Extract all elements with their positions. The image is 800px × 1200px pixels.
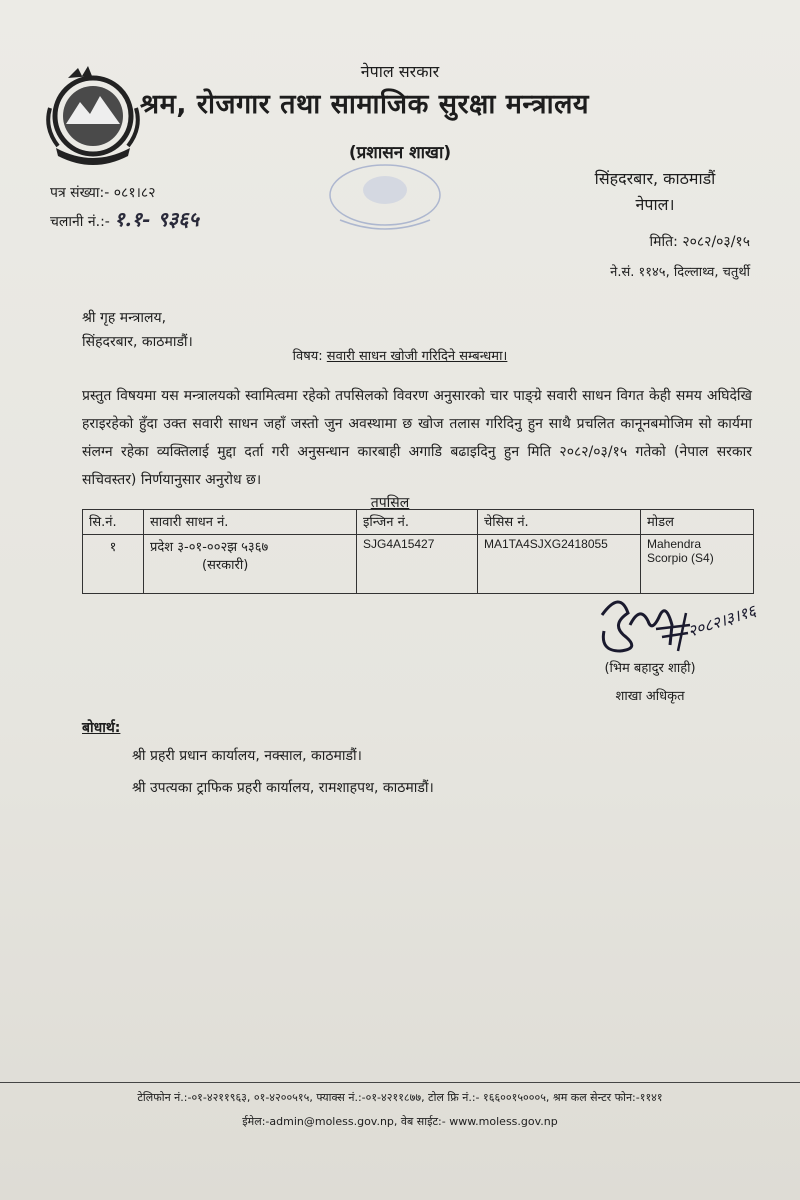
dispatch-no: १.१- ९३६५ xyxy=(114,207,199,231)
vehicle-details-table xyxy=(82,509,754,594)
handwritten-signature-icon xyxy=(590,585,790,665)
branch-name: (प्रशासन शाखा) xyxy=(348,143,452,163)
header-chassis-no: चेसिस नं. xyxy=(478,510,641,535)
list-item: श्री उपत्यका ट्राफिक प्रहरी कार्यालय, रामशाहपथ, काठमाडौं। xyxy=(132,780,434,796)
header-vehicle-no: सावारी साधन नं. xyxy=(144,510,357,535)
list-item: श्री प्रहरी प्रधान कार्यालय, नक्साल, काठमाडौं। xyxy=(132,748,362,764)
letter-no-label: पत्र संख्या:- xyxy=(50,185,110,201)
government-name: नेपाल सरकार xyxy=(360,62,440,81)
table-caption: तपसिल xyxy=(370,495,410,511)
recipient-line-2: सिंहदरबार, काठमाडौं। xyxy=(82,334,193,350)
dispatch-no-label: चलानी नं.:- xyxy=(50,214,110,230)
copy-to-list xyxy=(132,740,434,804)
cell-engine-no: SJG4A15427 xyxy=(357,535,478,594)
copy-to-label: बोधार्थ: xyxy=(82,720,121,736)
vehicle-no-line-1: प्रदेश ३-०१-००२झ ५३६७ xyxy=(150,540,269,555)
header-engine-no: इन्जिन नं. xyxy=(357,510,478,535)
ministry-name: श्रम, रोजगार तथा सामाजिक सुरक्षा मन्त्रालय xyxy=(140,89,590,120)
cell-vehicle-no xyxy=(144,535,357,594)
table-header-row xyxy=(83,510,754,535)
footer-line-1: टेलिफोन नं.:-०१-४२११९६३, ०१-४२००५१५, फ्याक्स नं.:-०१-४२११८७७, टोल फ्रि नं.:- १६६००१५०००५, श्रम कल सेन्टर फोन:-११४१ xyxy=(137,1091,663,1104)
signature-date: २०८२।३।१६ xyxy=(685,600,759,641)
signer-block xyxy=(585,655,715,711)
footer-divider xyxy=(0,1082,800,1083)
header-sn: सि.नं. xyxy=(83,510,144,535)
model-line-1: Mahendra xyxy=(647,537,702,551)
address-line-1: सिंहदरबार, काठमाडौं xyxy=(594,169,716,188)
letter-body: प्रस्तुत विषयमा यस मन्त्रालयको स्वामित्वमा रहेको तपसिलको विवरण अनुसारको चार पाङ्ग्रे सवारी साधन विगत केही समय अघिदेखि हराइरहेको हुँदा उक्त सवारी साधन जहाँ जस्तो जुन अवस्थामा छ खोज तलास गरिदिनु हुन साथै प्रचलित कानूनबमोजिम सो कार्यमा संलग्न रहेका व्यक्तिलाई मुद्दा दर्ता गरी अनुसन्धान कारबाही अगाडि बढाइदिनु हुन मिति २०८२/०३/१५ गतेको (नेपाल सरकार सचिवस्तर) निर्णयानुसार अनुरोध छ। xyxy=(82,388,752,488)
cell-chassis-no: MA1TA4SJXG2418055 xyxy=(478,535,641,594)
address-line-2: नेपाल। xyxy=(635,195,675,214)
cell-sn: १ xyxy=(83,535,144,594)
letter-date: मिति: २०८२/०३/१५ xyxy=(649,234,750,250)
subject-text: सवारी साधन खोजी गरिदिने सम्बन्धमा। xyxy=(326,349,508,364)
model-line-2: Scorpio (S4) xyxy=(647,551,714,565)
letter-no: ०८१।८२ xyxy=(113,185,156,201)
subject-label: विषय: xyxy=(292,349,323,364)
office-stamp-icon xyxy=(320,160,450,240)
reference-block xyxy=(50,180,199,235)
subject-line xyxy=(0,346,800,364)
header-model: मोडल xyxy=(641,510,754,535)
recipient-line-1: श्री गृह मन्त्रालय, xyxy=(82,310,167,326)
office-address xyxy=(570,166,740,218)
signer-designation: शाखा अधिकृत xyxy=(615,689,685,704)
footer-contact xyxy=(0,1086,800,1134)
footer-line-2: ईमेल:-admin@moless.gov.np, वेब साईट:- www.moless.gov.np xyxy=(242,1115,558,1128)
signer-name: (भिम बहादुर शाही) xyxy=(604,661,696,676)
nepal-sambat-date: ने.सं. ११४५, दिल्लाथ्व, चतुर्थी xyxy=(610,265,750,280)
vehicle-no-line-2: (सरकारी) xyxy=(202,558,249,573)
